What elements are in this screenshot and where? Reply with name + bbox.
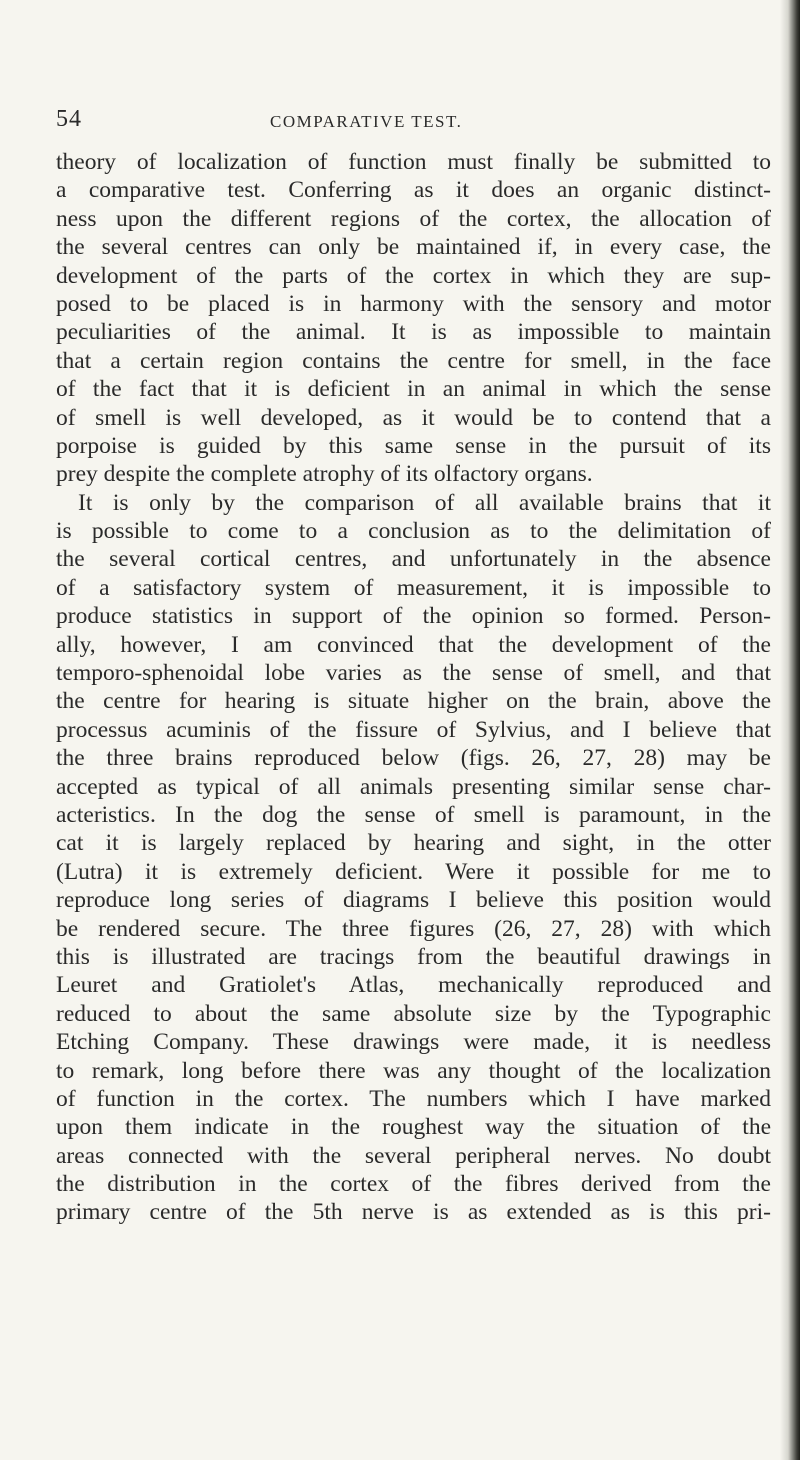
text-line: primary centre of the 5th nerve is as extended as is this pri- bbox=[56, 1199, 771, 1226]
text-line: to remark, long before there was any thought of the localization bbox=[56, 1057, 771, 1084]
page-header bbox=[0, 100, 800, 140]
text-line: be rendered secure. The three figures (26, 27, 28) with which bbox=[56, 915, 771, 942]
text-line: produce statistics in support of the opinion so formed. Person- bbox=[56, 603, 771, 630]
text-line: It is only by the comparison of all available brains that it bbox=[78, 489, 771, 516]
running-head: COMPARATIVE TEST. bbox=[270, 112, 463, 131]
text-line: of the fact that it is deficient in an animal in which the sense bbox=[56, 376, 771, 403]
text-line: reduced to about the same absolute size by the Typographic bbox=[56, 1000, 771, 1027]
text-line: peculiarities of the animal. It is as impossible to maintain bbox=[56, 319, 771, 346]
text-line: reproduce long series of diagrams I believe this position would bbox=[56, 887, 771, 914]
text-line: the centre for hearing is situate higher on the brain, above the bbox=[56, 688, 771, 715]
text-line: a comparative test. Conferring as it does an organic distinct- bbox=[56, 177, 771, 204]
text-line: cat it is largely replaced by hearing and sight, in the otter bbox=[56, 830, 771, 857]
text-line: posed to be placed is in harmony with the sensory and motor bbox=[56, 290, 771, 317]
text-line: Leuret and Gratiolet's Atlas, mechanically reproduced and bbox=[56, 972, 771, 999]
text-line: Etching Company. These drawings were made, it is needless bbox=[56, 1029, 771, 1056]
text-line: the several centres can only be maintained if, in every case, the bbox=[56, 234, 771, 261]
page-number: 54 bbox=[56, 106, 82, 132]
text-line: the distribution in the cortex of the fibres derived from the bbox=[56, 1171, 771, 1198]
text-line: porpoise is guided by this same sense in the pursuit of its bbox=[56, 432, 771, 459]
text-line: that a certain region contains the centre for smell, in the face bbox=[56, 347, 771, 374]
text-line: acteristics. In the dog the sense of smell is paramount, in the bbox=[56, 801, 771, 828]
text-line: this is illustrated are tracings from the beautiful drawings in bbox=[56, 943, 771, 970]
text-line: (Lutra) it is extremely deficient. Were it possible for me to bbox=[56, 858, 771, 885]
text-line: processus acuminis of the fissure of Sylvius, and I believe that bbox=[56, 716, 771, 743]
body-text bbox=[56, 148, 771, 1227]
text-line: upon them indicate in the roughest way the situation of the bbox=[56, 1114, 771, 1141]
text-line: temporo-sphenoidal lobe varies as the sense of smell, and that bbox=[56, 660, 771, 687]
text-line: the three brains reproduced below (figs. 26, 27, 28) may be bbox=[56, 745, 771, 772]
text-line: theory of localization of function must finally be submitted to bbox=[56, 149, 771, 175]
text-line: of a satisfactory system of measurement, it is impossible to bbox=[56, 574, 771, 601]
text-line: development of the parts of the cortex in which they are sup- bbox=[56, 262, 771, 289]
text-line: ness upon the different regions of the cortex, the allocation of bbox=[56, 205, 771, 232]
text-line: accepted as typical of all animals presenting similar sense char- bbox=[56, 773, 771, 800]
text-line: the several cortical centres, and unfortunately in the absence bbox=[56, 546, 771, 573]
text-line: prey despite the complete atrophy of its olfactory organs. bbox=[56, 461, 593, 488]
text-line: of function in the cortex. The numbers which I have marked bbox=[56, 1085, 771, 1112]
text-line: of smell is well developed, as it would be to contend that a bbox=[56, 404, 771, 431]
page-edge-shadow bbox=[780, 0, 800, 1460]
text-line: is possible to come to a conclusion as to the delimitation of bbox=[56, 518, 771, 545]
text-line: areas connected with the several peripheral nerves. No doubt bbox=[56, 1142, 771, 1169]
text-line: ally, however, I am convinced that the development of the bbox=[56, 631, 771, 658]
